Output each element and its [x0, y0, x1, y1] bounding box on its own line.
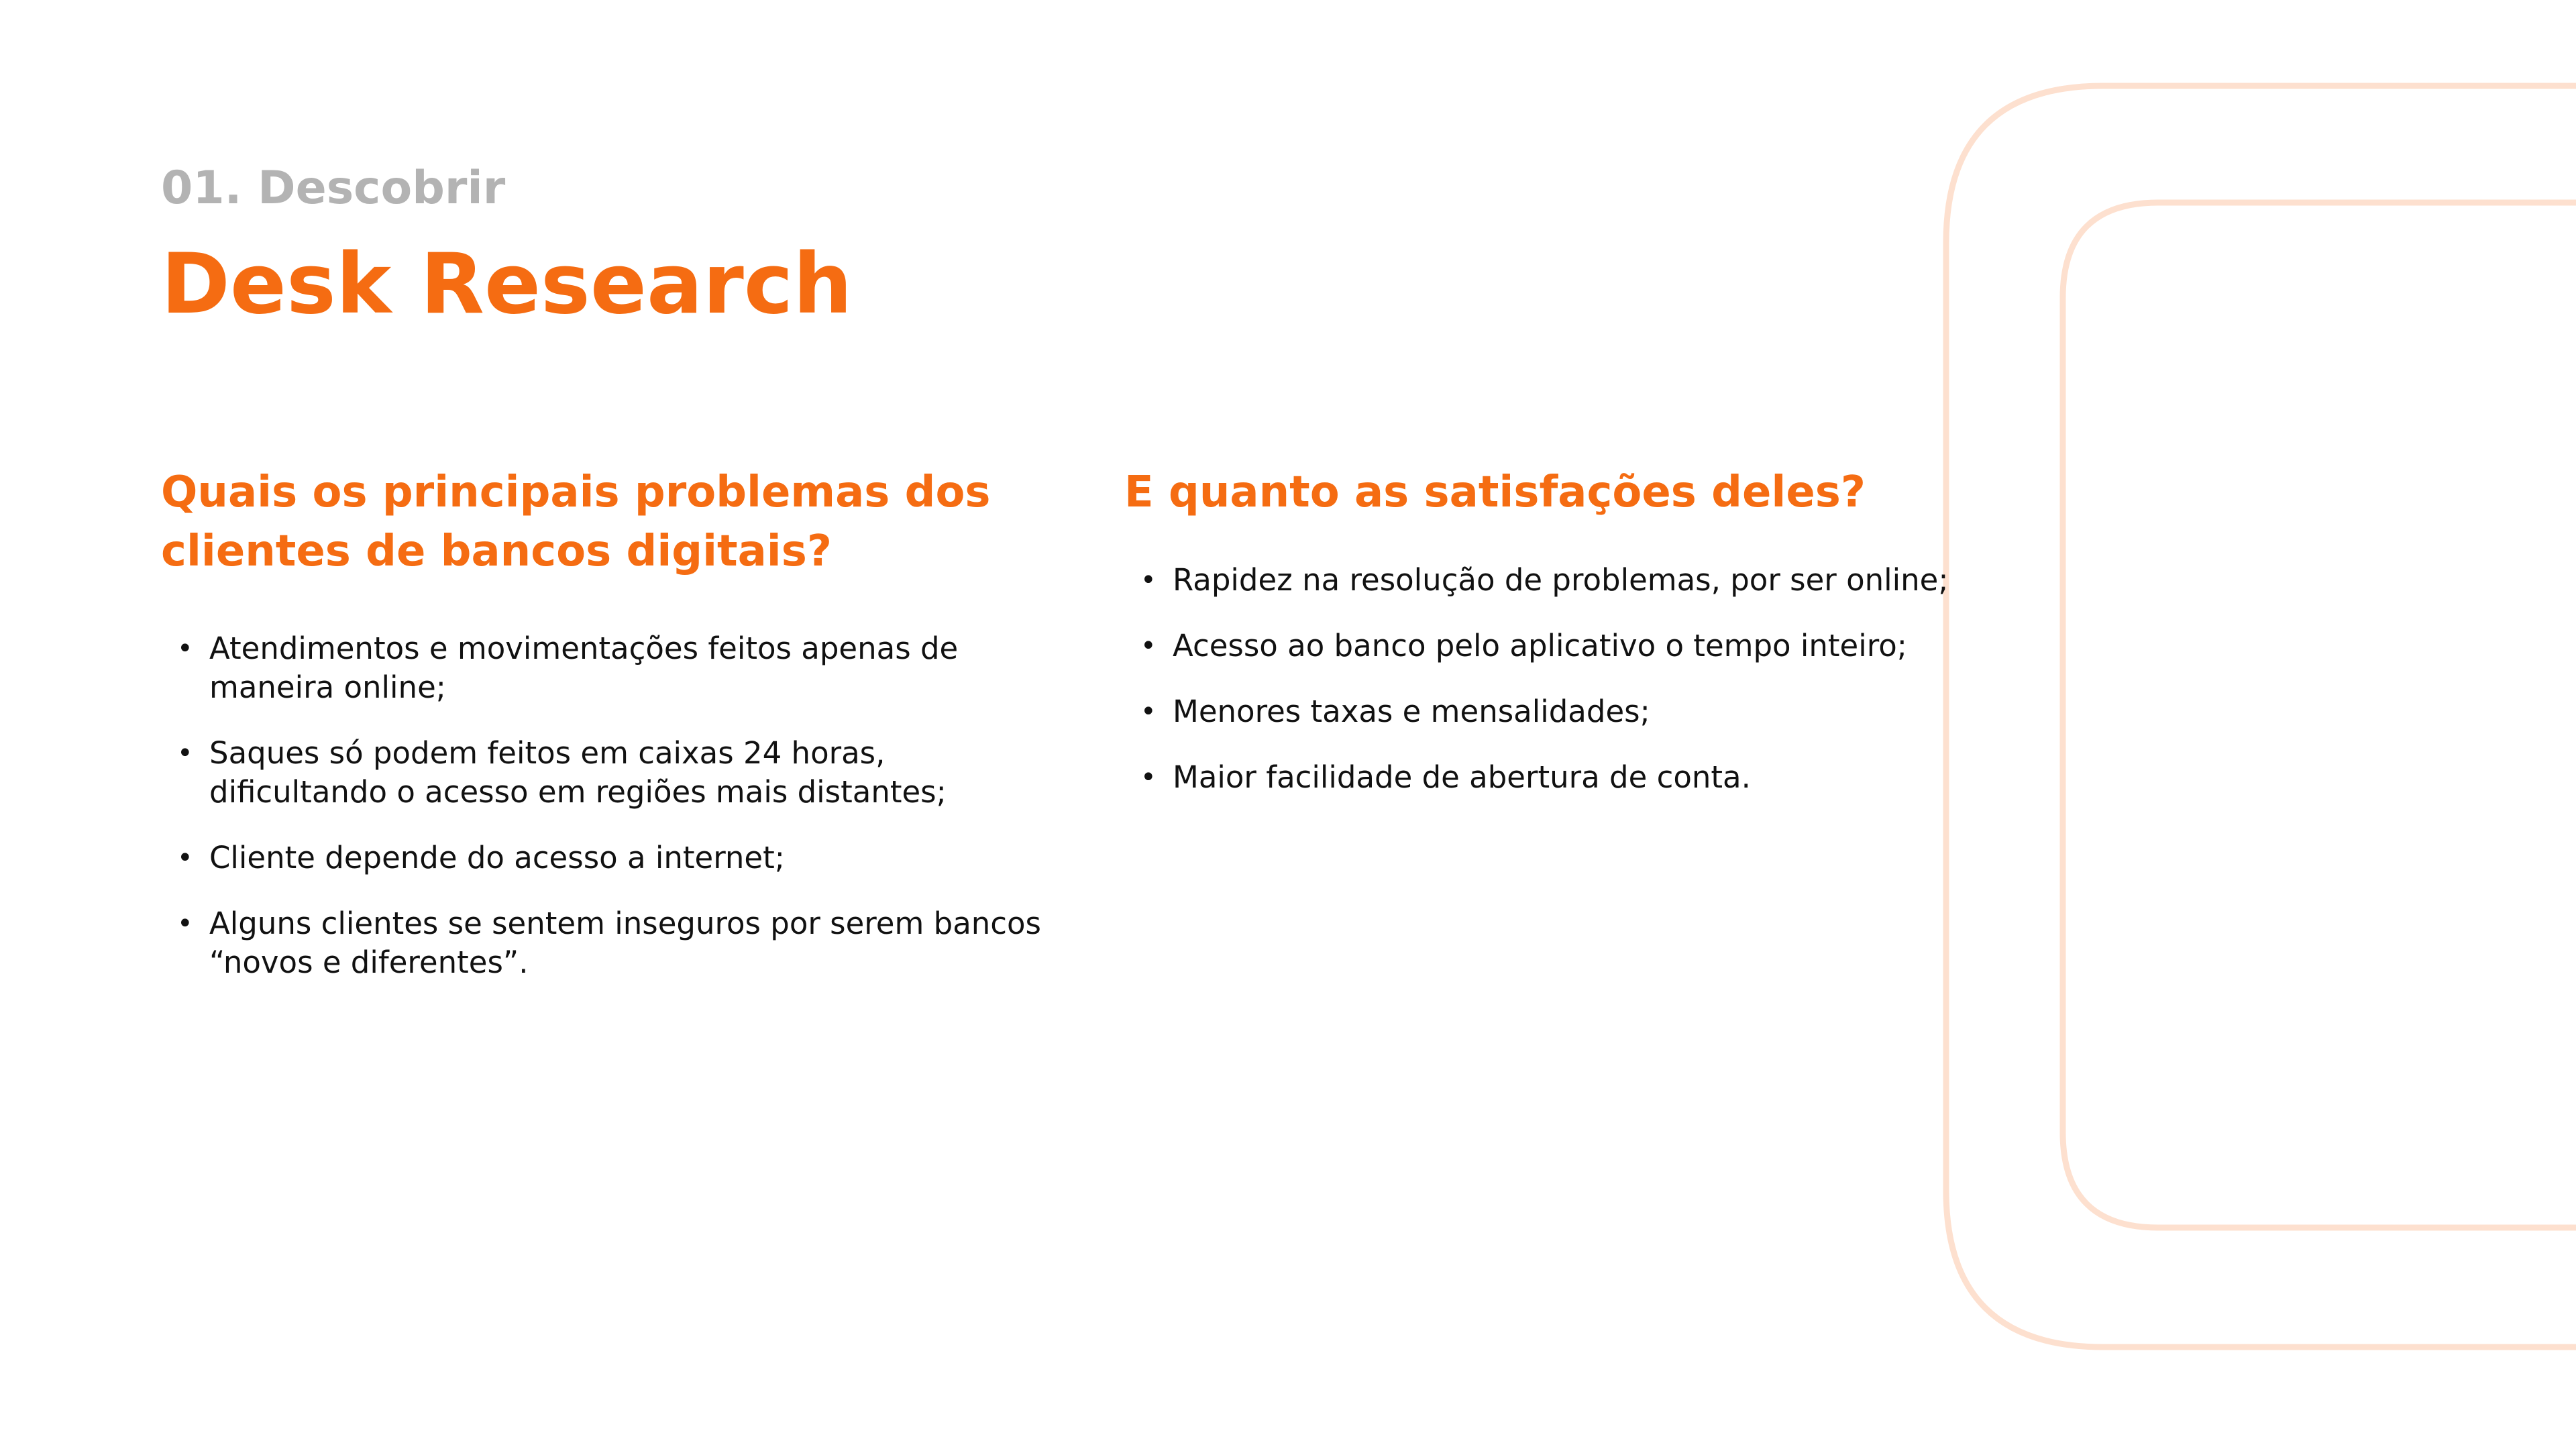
list-item: [161, 734, 1067, 812]
page-title: Desk Research: [161, 236, 853, 333]
list-item-text: Acesso ao banco pelo aplicativo o tempo inteiro;: [1173, 628, 1907, 663]
list-item: [161, 839, 1067, 877]
bullet-icon: •: [1140, 565, 1157, 596]
outer-rounded-frame: [1946, 86, 2576, 1347]
list-item-text: Rapidez na resolução de problemas, por ser online;: [1173, 562, 1949, 598]
list-item-text: Menores taxas e mensalidades;: [1173, 694, 1650, 729]
list-item: [161, 629, 1067, 707]
list-item: [1124, 692, 1949, 731]
bullet-icon: •: [177, 843, 193, 873]
bullet-icon: •: [1140, 696, 1157, 727]
bullet-icon: •: [1140, 762, 1157, 793]
list-item: [1124, 561, 1949, 600]
list-item-text: Alguns clientes se sentem inseguros por serem bancos “novos e diferentes”.: [209, 906, 1042, 980]
problems-list: [161, 629, 1067, 982]
bullet-icon: •: [177, 738, 193, 769]
list-item: [161, 904, 1067, 982]
section-label: 01. Descobrir: [161, 162, 506, 215]
list-item-text: Saques só podem feitos em caixas 24 horas, dificultando o acesso em regiões mais distantes;: [209, 735, 947, 810]
inner-rounded-frame: [2063, 203, 2576, 1228]
list-item-text: Cliente depende do acesso a internet;: [209, 840, 785, 875]
list-item-text: Maior facilidade de abertura de conta.: [1173, 759, 1751, 795]
satisfactions-list: [1124, 561, 1949, 797]
problems-heading: Quais os principais problemas dos clientes de bancos digitais?: [161, 468, 991, 576]
satisfactions-heading: E quanto as satisfações deles?: [1124, 468, 1866, 517]
satisfactions-column: [1124, 463, 1949, 824]
list-item: [1124, 758, 1949, 797]
list-item-text: Atendimentos e movimentações feitos apenas de maneira online;: [209, 631, 959, 705]
bullet-icon: •: [177, 908, 193, 939]
bullet-icon: •: [177, 633, 193, 664]
list-item: [1124, 627, 1949, 665]
problems-column: [161, 463, 1067, 1009]
bullet-icon: •: [1140, 631, 1157, 661]
